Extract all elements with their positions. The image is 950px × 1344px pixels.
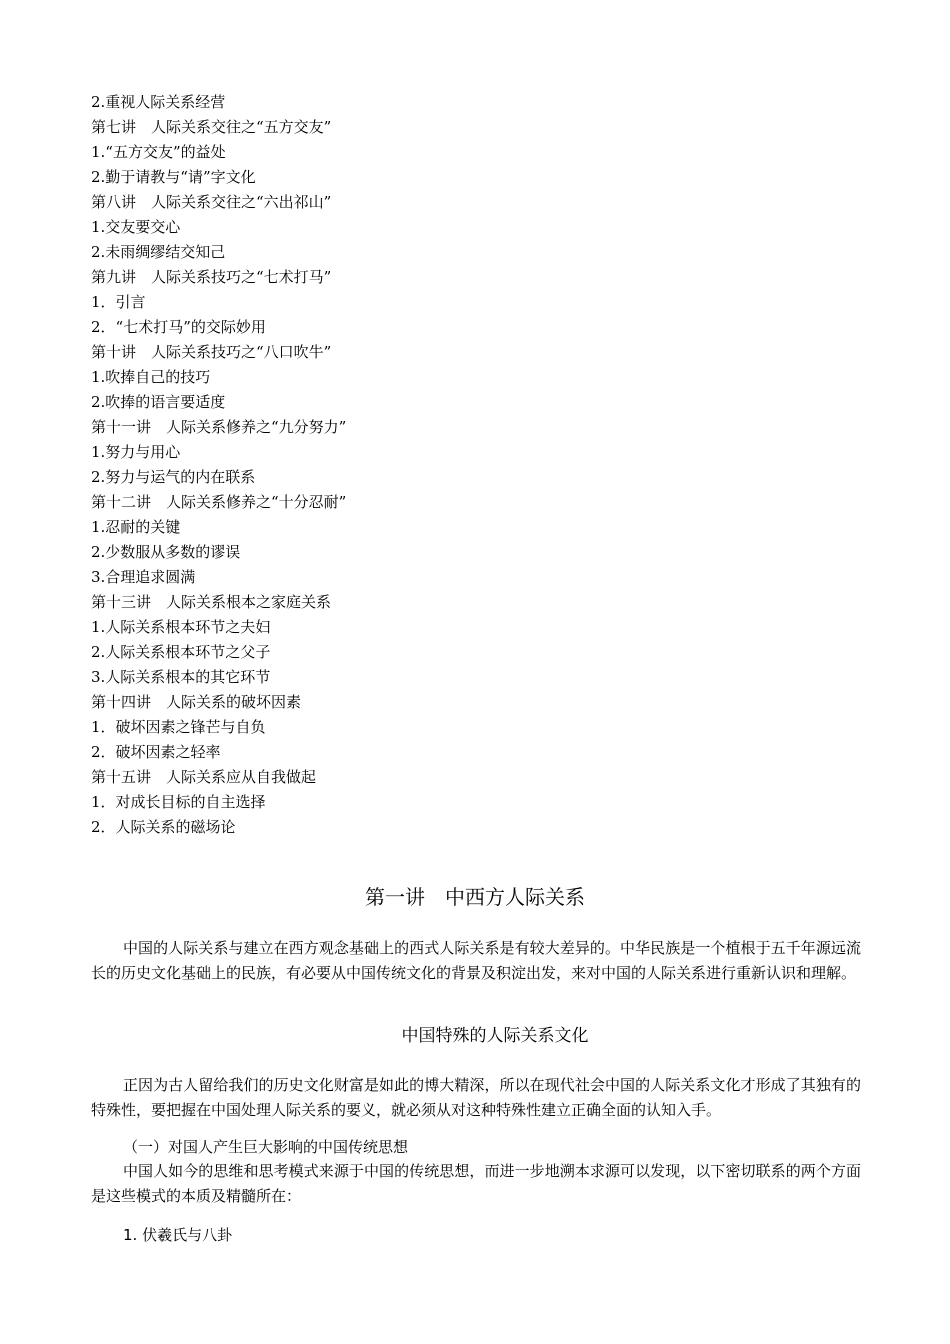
toc-line: 2．人际关系的磁场论	[91, 818, 236, 836]
toc-line: 1．引言	[91, 293, 146, 311]
toc-line: 1.人际关系根本环节之夫妇	[91, 618, 271, 636]
section-title: 中国特殊的人际关系文化	[401, 1026, 589, 1046]
toc-line: 第十五讲 人际关系应从自我做起	[91, 768, 317, 786]
toc-line: 1.交友要交心	[91, 218, 181, 236]
intro-paragraph: 中国的人际关系与建立在西方观念基础上的西式人际关系是有较大差异的。中华民族是一个植根于五千年源远流长的历史文化基础上的民族，有必要从中国传统文化的背景及积淀出发，来对中国的人际关系进行重新认识和理解。	[91, 939, 861, 982]
toc-line: 1.“五方交友”的益处	[91, 143, 226, 161]
toc-line: 第八讲 人际关系交往之“六出祁山”	[91, 193, 332, 211]
toc-line: 1．破坏因素之锋芒与自负	[91, 718, 266, 736]
toc-line: 2.吹捧的语言要适度	[91, 393, 226, 411]
toc-line: 2.少数服从多数的谬误	[91, 543, 241, 561]
section-paragraph: 正因为古人留给我们的历史文化财富是如此的博大精深，所以在现代社会中国的人际关系文化才形成了其独有的特殊性，要把握在中国处理人际关系的要义，就必须从对这种特殊性建立正确全面的认知入手。	[91, 1076, 861, 1119]
chapter-title: 第一讲 中西方人际关系	[365, 885, 585, 909]
toc-line: 1.吹捧自己的技巧	[91, 368, 211, 386]
toc-line: 3.人际关系根本的其它环节	[91, 668, 271, 686]
toc-line: 2.努力与运气的内在联系	[91, 468, 256, 486]
toc-line: 第十讲 人际关系技巧之“八口吹牛”	[91, 343, 332, 361]
toc-line: 第十三讲 人际关系根本之家庭关系	[91, 593, 332, 611]
toc-line: 第十一讲 人际关系修养之“九分努力”	[91, 418, 347, 436]
subsection-title: （一）对国人产生巨大影响的中国传统思想	[123, 1138, 409, 1156]
item-title: 1. 伏羲氏与八卦	[123, 1226, 233, 1244]
toc-line: 1.忍耐的关键	[91, 518, 181, 536]
toc-line: 第十二讲 人际关系修养之“十分忍耐”	[91, 493, 347, 511]
toc-line: 2.重视人际关系经营	[91, 93, 226, 111]
toc-line: 第九讲 人际关系技巧之“七术打马”	[91, 268, 332, 286]
toc-line: 第十四讲 人际关系的破坏因素	[91, 693, 302, 711]
toc-line: 2．破坏因素之轻率	[91, 743, 221, 761]
table-of-contents	[91, 90, 871, 840]
toc-line: 2．“七术打马”的交际妙用	[91, 318, 266, 336]
toc-line: 2.勤于请教与“请”字文化	[91, 168, 256, 186]
toc-line: 第七讲 人际关系交往之“五方交友”	[91, 118, 332, 136]
toc-line: 1．对成长目标的自主选择	[91, 793, 266, 811]
toc-line: 1.努力与用心	[91, 443, 181, 461]
subsection-paragraph: 中国人如今的思维和思考模式来源于中国的传统思想，而进一步地溯本求源可以发现，以下密切联系的两个方面是这些模式的本质及精髓所在：	[91, 1162, 861, 1205]
toc-line: 2.未雨绸缪结交知己	[91, 243, 226, 261]
toc-line: 2.人际关系根本环节之父子	[91, 643, 271, 661]
toc-line: 3.合理追求圆满	[91, 568, 196, 586]
